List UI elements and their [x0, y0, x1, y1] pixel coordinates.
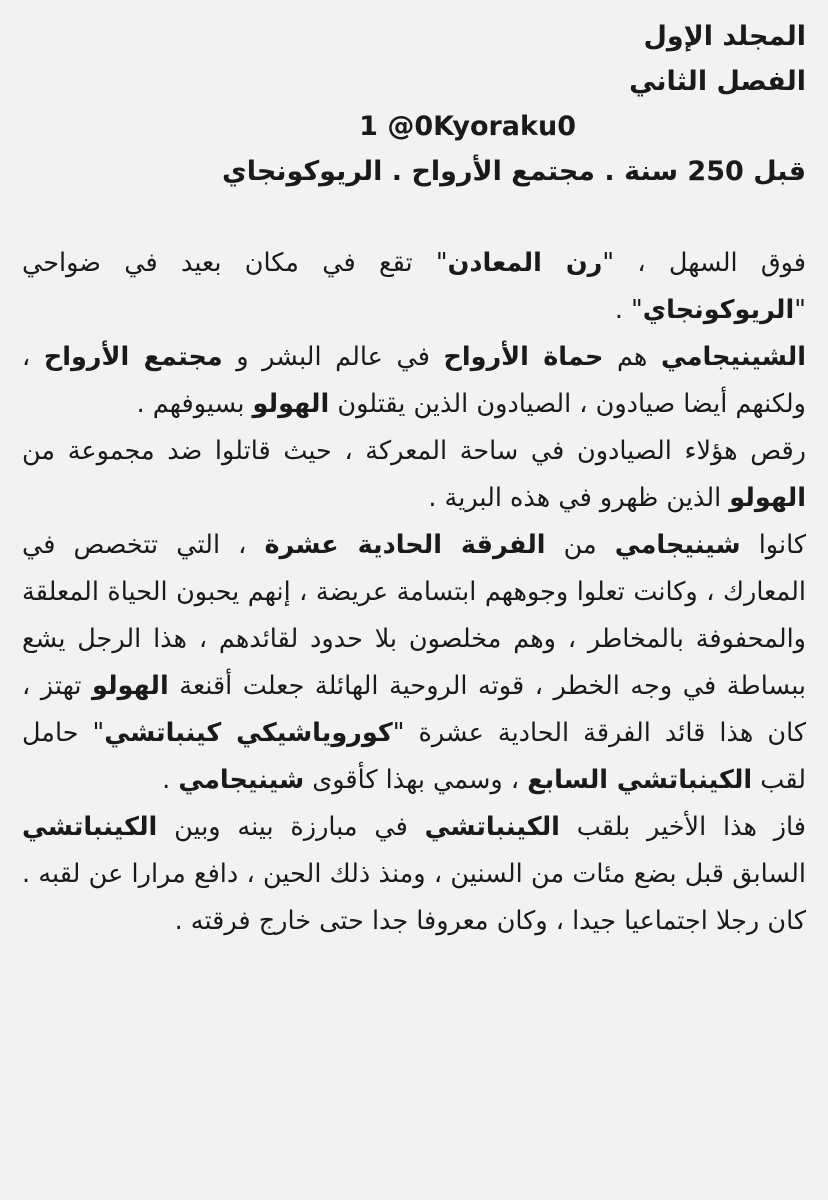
bold-term: الهولو [252, 389, 330, 419]
bold-term: الهولو [92, 671, 169, 701]
bold-term: حماة الأرواح [443, 342, 604, 372]
author-tag-line [22, 104, 806, 149]
text-run: السابق قبل بضع مئات من السنين ، ومنذ ذلك الحين ، دافع مرارا عن لقبه . كان رجلا اجتماعيا جيدا ، وكان معروفا جدا حتى خارج فرقته . [22, 859, 806, 936]
text-run: في مبارزة بينه وبين [157, 812, 425, 842]
author-tag: 1 @0Kyoraku0 [359, 111, 576, 142]
text-run: " تقع في مكان بعيد في ضواحي " [22, 248, 806, 325]
bold-term: الشينيجامي [660, 342, 806, 372]
header [22, 14, 806, 194]
text-run: من [545, 530, 615, 560]
text-run: ، وسمي بهذا كأقوى [304, 765, 528, 795]
bold-term: الكينباتشي [22, 812, 158, 842]
text-run: . [162, 765, 179, 795]
bold-term: كوروياشيكي كينباتشي [104, 718, 393, 748]
text-run: بسيوفهم . [136, 389, 253, 419]
text-run: ، التي تتخصص في المعارك ، وكانت تعلوا وجوههم ابتسامة عريضة ، إنهم يحبون الحياة المعلقة والمحفوفة بالمخاطر ، وهم مخلصون بلا حدود لقائدهم ، هذا الرجل يشع ببساطة في وجه الخطر ، قوته الروحية الهائلة جعلت أقنعة [22, 530, 806, 701]
bold-term: شينيجامي [178, 765, 305, 795]
text-run: فوق السهل ، " [602, 248, 806, 278]
setting-line: قبل 250 سنة . مجتمع الأرواح . الريوكونجاي [222, 156, 806, 187]
text-run: الذين ظهرو في هذه البرية . [428, 483, 730, 513]
bold-term: الريوكونجاي [642, 295, 795, 325]
bold-term: الهولو [729, 483, 806, 513]
story-body [22, 240, 806, 945]
text-run: " حامل لقب [22, 718, 806, 795]
text-run: " . [614, 295, 643, 325]
bold-term: الكينباتشي السابع [527, 765, 753, 795]
text-run: رقص هؤلاء الصيادون في ساحة المعركة ، حيث قاتلوا ضد مجموعة من [22, 436, 806, 466]
paragraph [22, 240, 806, 334]
paragraph [22, 428, 806, 522]
paragraph [22, 334, 806, 428]
text-run: ، ولكنهم أيضا صيادون ، الصيادون الذين يقتلون [22, 342, 806, 419]
spacer [22, 194, 806, 240]
paragraph [22, 804, 806, 945]
text-run: في عالم البشر و [222, 342, 444, 372]
text-run: تهتز ، كان هذا قائد الفرقة الحادية عشرة " [22, 671, 806, 748]
bold-term: الكينباتشي [424, 812, 560, 842]
bold-term: الفرقة الحادية عشرة [264, 530, 546, 560]
paragraph [22, 522, 806, 804]
text-run: كانوا [740, 530, 806, 560]
volume-title: المجلد الإول [643, 21, 806, 52]
text-run: هم [603, 342, 661, 372]
bold-term: مجتمع الأرواح [43, 342, 223, 372]
chapter-title: الفصل الثاني [629, 66, 806, 97]
bold-term: شينيجامي [614, 530, 741, 560]
bold-term: رن المعادن [447, 248, 603, 278]
text-run: فاز هذا الأخير بلقب [559, 812, 806, 842]
